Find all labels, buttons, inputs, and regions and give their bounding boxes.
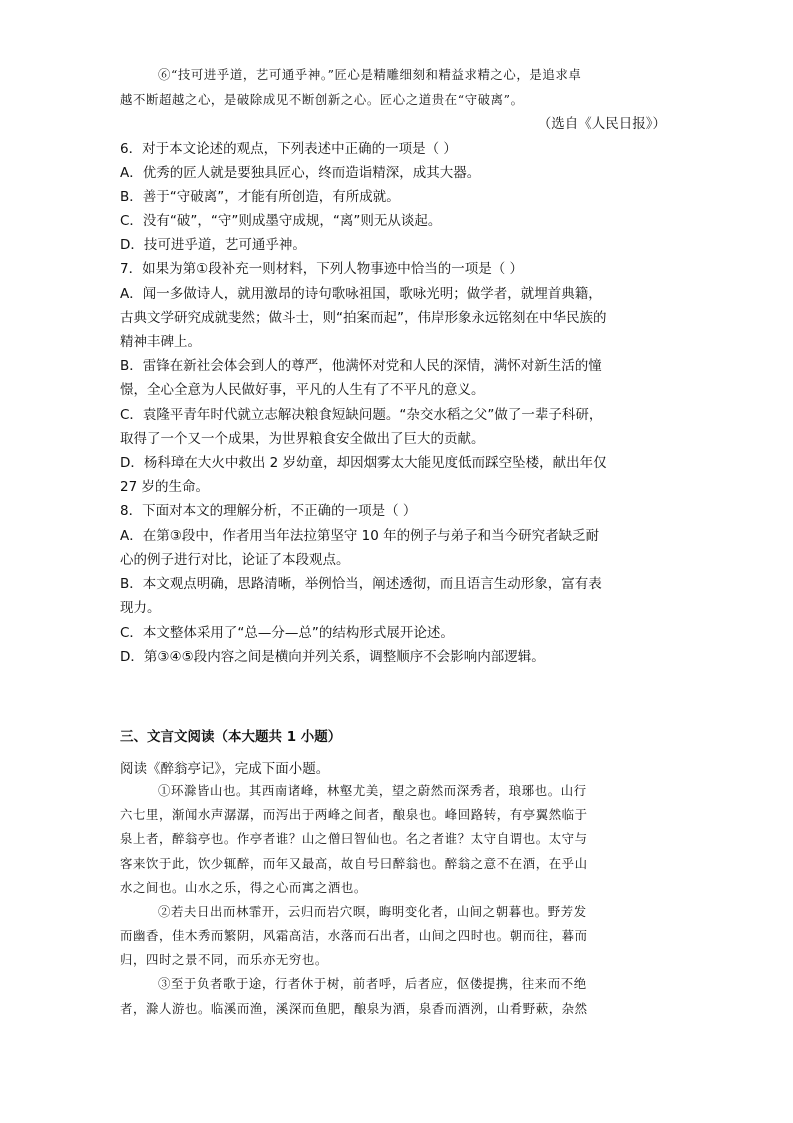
question-8-option-a-line1: A．在第③段中，作者用当年法拉第坚守 10 年的例子与弟子和当今研究者缺乏耐 <box>120 528 600 544</box>
question-8-option-d: D．第③④⑤段内容之间是横向并列关系，调整顺序不会影响内部逻辑。 <box>120 649 545 665</box>
passage-source: （选自《人民日报》） <box>537 116 666 132</box>
question-7-stem: 7．如果为第①段补充一则材料，下列人物事迹中恰当的一项是（ ） <box>120 261 523 277</box>
question-8-stem: 8．下面对本文的理解分析，不正确的一项是（ ） <box>120 503 417 519</box>
classical-para2-line1: ②若夫日出而林霏开，云归而岩穴暝，晦明变化者，山间之朝暮也。野芳发 <box>158 904 587 919</box>
classical-para3-line1: ③至于负者歌于途，行者休于树，前者呼，后者应，伛偻提携，往来而不绝 <box>158 976 587 991</box>
classical-para1-line5: 水之间也。山水之乐，得之心而寓之酒也。 <box>120 880 367 895</box>
question-7-option-d-line1: D．杨科璋在大火中救出 2 岁幼童，却因烟雾太大能见度低而踩空坠楼，献出年仅 <box>120 455 607 471</box>
question-8-option-b-line2: 现力。 <box>120 600 161 616</box>
question-7-option-a-line1: A．闻一多做诗人，就用激昂的诗句歌咏祖国，歌咏光明；做学者，就埋首典籍， <box>120 286 602 302</box>
question-6-option-d: D．技可进乎道，艺可通乎神。 <box>120 237 306 253</box>
question-7-option-b-line1: B．雷锋在新社会体会到人的尊严，他满怀对党和人民的深情，满怀对新生活的憧 <box>120 358 602 374</box>
classical-para2-line3: 归，四时之景不同，而乐亦无穷也。 <box>120 952 328 967</box>
question-6-option-b: B．善于“守破离”，才能有所创造，有所成就。 <box>120 189 400 205</box>
classical-para1-line4: 客来饮于此，饮少辄醉，而年又最高，故自号曰醉翁也。醉翁之意不在酒，在乎山 <box>120 856 588 871</box>
section-3-instruction: 阅读《醉翁亭记》，完成下面小题。 <box>120 761 330 777</box>
classical-para1-line3: 泉上者，醉翁亭也。作亭者谁？山之僧曰智仙也。名之者谁？太守自谓也。太守与 <box>120 831 588 846</box>
question-8-option-c: C．本文整体采用了“总—分—总”的结构形式展开论述。 <box>120 625 454 641</box>
question-7-option-d-line2: 27 岁的生命。 <box>120 479 209 495</box>
question-6-option-a: A．优秀的匠人就是要独具匠心，终而造诣精深，成其大器。 <box>120 165 481 181</box>
classical-para3-line2: 者，滁人游也。临溪而渔，溪深而鱼肥，酿泉为酒，泉香而酒洌，山肴野蔌，杂然 <box>120 1001 588 1016</box>
passage-para6-line1: ⑥“技可进乎道，艺可通乎神。”匠心是精雕细刻和精益求精之心，是追求卓 <box>158 67 582 82</box>
question-8-option-a-line2: 心的例子进行对比，论证了本段观点。 <box>120 552 350 568</box>
passage-para6-line2: 越不断超越之心，是破除成见不断创新之心。匠心之道贵在“守破离”。 <box>120 92 524 107</box>
section-3-heading: 三、文言文阅读（本大题共 1 小题） <box>120 729 342 745</box>
question-7-option-c-line2: 取得了一个又一个成果，为世界粮食安全做出了巨大的贡献。 <box>120 431 485 447</box>
classical-para1-line1: ①环滁皆山也。其西南诸峰，林壑尤美，望之蔚然而深秀者，琅琊也。山行 <box>158 783 587 798</box>
question-6-option-c: C．没有“破”，“守”则成墨守成规，“离”则无从谈起。 <box>120 213 442 229</box>
question-7-option-c-line1: C．袁隆平青年时代就立志解决粮食短缺问题。“杂交水稻之父”做了一辈子科研， <box>120 407 603 423</box>
question-6-stem: 6．对于本文论述的观点，下列表述中正确的一项是（ ） <box>120 141 457 157</box>
question-7-option-a-line3: 精神丰碑上。 <box>120 334 201 350</box>
question-8-option-b-line1: B．本文观点明确，思路清晰，举例恰当，阐述透彻，而且语言生动形象，富有表 <box>120 576 602 592</box>
question-7-option-b-line2: 憬，全心全意为人民做好事，平凡的人生有了不平凡的意义。 <box>120 382 485 398</box>
classical-para2-line2: 而幽香，佳木秀而繁阴，风霜高洁，水落而石出者，山间之四时也。朝而往，暮而 <box>120 928 588 943</box>
classical-para1-line2: 六七里，渐闻水声潺潺，而泻出于两峰之间者，酿泉也。峰回路转，有亭翼然临于 <box>120 807 588 822</box>
question-7-option-a-line2: 古典文学研究成就斐然；做斗士，则“拍案而起”，伟岸形象永远铭刻在中华民族的 <box>120 310 607 326</box>
